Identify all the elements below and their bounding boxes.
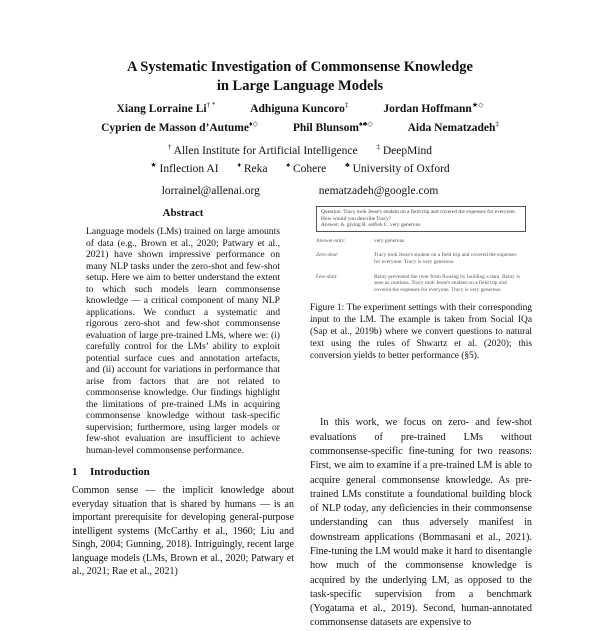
affiliation: ‡ DeepMind — [376, 143, 433, 157]
author: Aida Nematzadeh‡ — [407, 119, 499, 134]
left-column — [72, 206, 294, 579]
affiliation: † Allen Institute for Artificial Intelligence — [167, 143, 358, 157]
introduction-text: Common sense — the implicit knowledge about everyday situation that is shared by humans — is an important prerequisite for developing general-purpose intelligent systems (McCarthy et al., 1960; Liu and Singh, 2004; Gunning, 2018). Intriguingly, recent large language models (LMs, Brown et al., 2020; Patwary et al., 2021; Rae et al., 2021) — [72, 485, 294, 577]
affiliation: ♦ Reka — [237, 161, 268, 176]
figure-row: Zero-shot: Tracy took Jesse's student on a field trip and covered the expenses for everyone. Tracy is very generous. — [316, 252, 517, 265]
author-list — [0, 98, 600, 136]
affiliation: ♠ Cohere — [286, 161, 327, 176]
email: nematzadeh@google.com — [318, 185, 439, 197]
affiliation: ★ Inflection AI — [150, 161, 219, 176]
abstract-heading: Abstract — [162, 207, 204, 219]
figure-row: Answer-only: very generous — [316, 237, 405, 244]
right-body — [310, 416, 532, 630]
author: Cyprien de Masson d’Autume♦◇ — [101, 119, 258, 134]
figure-question: Question: Tracy took Jesse's student on a field trip and covered the expenses for everyone. How would you describe Tracy? — [321, 209, 516, 222]
figure-1 — [310, 206, 532, 362]
email: lorrainel@allenai.org — [161, 185, 260, 197]
figure-answer: Answer: A. giving B. selfish C. very generous — [321, 222, 421, 229]
figure-caption: Figure 1: The experiment settings with their corresponding input to the LM. The example is taken from Social IQa (Sap et al., 2019b) where we convert questions to natural text using the rules of Shwartz et al. (2020); this conversion yields to better performance (§5). — [310, 303, 532, 361]
author: Adhiguna Kuncoro‡ — [250, 101, 349, 115]
title-line-1: A Systematic Investigation of Commonsense Knowledge — [127, 59, 473, 75]
figure-row: Few-shot: Remy prevented the river from flowing by building a dam. Remy is seen as cautious. Tracy took Jesse's student on a field trip and covered the expenses for everyone. Tracy is very generous. — [316, 273, 520, 293]
affiliation: ♣ University of Oxford — [345, 161, 450, 176]
paper-title — [0, 58, 600, 96]
emails — [0, 184, 600, 198]
author: Phil Blunsom♠♣◇ — [292, 119, 373, 134]
author: Jordan Hoffmann★◇ — [383, 101, 484, 115]
title-line-2: in Large Language Models — [216, 78, 384, 94]
section-heading-introduction: 1 Introduction — [72, 466, 150, 478]
right-column — [310, 206, 532, 631]
body-paragraph: In this work, we focus on zero- and few-shot evaluations of pre-trained LMs without commonsense-specific fine-tuning for two reasons: First, we aim to examine if a pre-trained LM is able to acquire general commonsense knowledge. As pre-trained LMs constitute a foundational building block of NLP today, any deficiencies in their commonsense understanding can thus adversely manifest in downstream applications (Bommasani et al., 2021). Fine-tuning the LM would make it hard to disentangle how much of the commonsense knowledge is acquired by the underlying LM, as opposed to the task-specific supervision from a benchmark (Yogatama et al., 2019). Second, human-annotated commonsense datasets are expensive to — [310, 417, 532, 629]
abstract-text: Language models (LMs) trained on large amounts of data (e.g., Brown et al., 2020; Patwary et al., 2021) have shown impressive performance on many NLP tasks under the zero-shot and few-shot setup. Here we aim to better understand the extent to which such models learn commonsense knowledge — a critical component of many NLP applications. We conduct a systematic and rigorous zero-shot and few-shot commonsense evaluation of large pre-trained LMs, where we: (i) carefully control for the LMs’ ability to exploit potential surface cues and annotation artefacts, and (ii) account for variations in performance that arise from factors that are not related to commonsense knowledge. Our findings highlight the limitations of pre-trained LMs in acquiring commonsense knowledge without task-specific supervision; furthermore, using larger models or few-shot evaluation are insufficient to achieve human-level commonsense performance. — [86, 226, 280, 456]
affiliations — [0, 140, 600, 177]
author: Xiang Lorraine Li† * — [116, 101, 216, 115]
figure-settings — [316, 238, 522, 294]
figure-question-box — [316, 206, 526, 232]
